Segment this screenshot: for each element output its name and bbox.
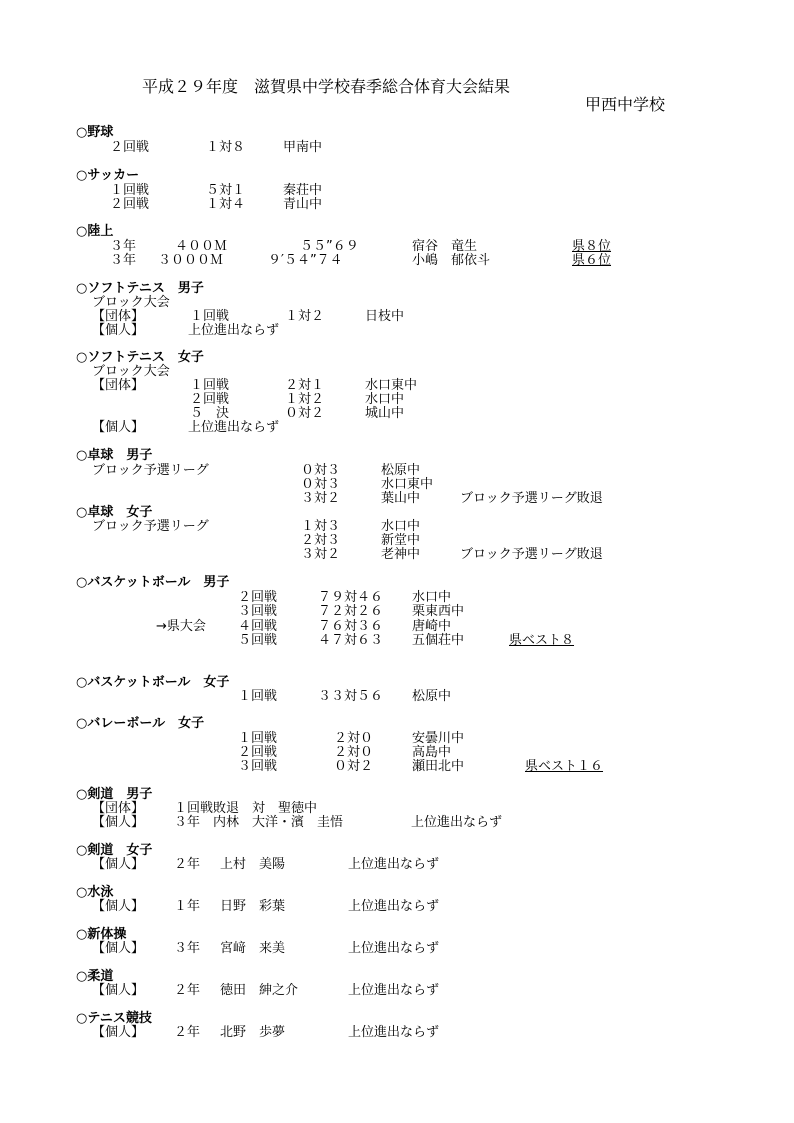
grade: ２年: [174, 857, 201, 872]
round: ４回戦: [238, 619, 278, 634]
grade: １年: [174, 899, 201, 914]
opponent: 新堂中: [381, 533, 421, 548]
section-heading-kendo-girls: ○剣道 女子: [76, 843, 153, 858]
league-label: ブロック予選リーグ: [92, 519, 209, 534]
team-label: 【団体】: [92, 309, 145, 324]
section-heading-swimming: ○水泳: [76, 885, 114, 900]
page-title: 平成２９年度 滋賀県中学校春季総合体育大会結果: [142, 77, 511, 96]
individual-result: 上位進出ならず: [411, 815, 503, 830]
section-heading-judo: ○柔道: [76, 969, 114, 984]
round: １回戦: [190, 378, 230, 393]
opponent: 高島中: [412, 745, 452, 760]
team-label: 【団体】: [92, 801, 145, 816]
round: ２回戦: [110, 140, 150, 155]
score: １対８: [206, 140, 246, 155]
block-label: ブロック大会: [92, 364, 170, 379]
prefecture-tournament-label: →県大会: [156, 619, 206, 634]
section-heading-table-tennis-girls: ○卓球 女子: [76, 505, 153, 520]
section-heading-basketball-girls: ○バスケットボール 女子: [76, 675, 230, 690]
opponent: 甲南中: [283, 140, 323, 155]
result: 県８位: [572, 239, 612, 254]
round: ２回戦: [110, 197, 150, 212]
round: ２回戦: [190, 392, 230, 407]
score: ２対１: [285, 378, 325, 393]
score: ５対１: [206, 183, 246, 198]
opponent: 秦荘中: [283, 183, 323, 198]
athlete-name: 日野 彩葉: [220, 899, 286, 914]
round: １回戦: [238, 731, 278, 746]
grade: ３年: [110, 239, 137, 254]
athlete-name: 北野 歩夢: [220, 1025, 286, 1040]
result: 県ベスト８: [509, 633, 575, 648]
block-label: ブロック大会: [92, 295, 170, 310]
round: ５ 決: [190, 406, 230, 421]
section-heading-basketball-boys: ○バスケットボール 男子: [76, 575, 230, 590]
individual-result: 上位進出ならず: [348, 899, 440, 914]
score: １対２: [285, 309, 325, 324]
event: ４００Ｍ: [175, 239, 228, 254]
round: ２回戦: [238, 590, 278, 605]
opponent: 安曇川中: [412, 731, 465, 746]
score: ７９対４６: [318, 590, 384, 605]
section-heading-tennis: ○テニス競技: [76, 1011, 152, 1026]
time: ９′５４”７４: [268, 253, 343, 268]
opponent: 栗東西中: [412, 604, 465, 619]
score: ３対２: [301, 547, 341, 562]
individual-label: 【個人】: [92, 899, 145, 914]
round: ２回戦: [238, 745, 278, 760]
score: ０対２: [285, 406, 325, 421]
score: ０対２: [334, 759, 374, 774]
round: ３回戦: [238, 604, 278, 619]
opponent: 五個荘中: [412, 633, 465, 648]
athlete-name: 宮﨑 来美: [220, 941, 286, 956]
round: １回戦: [190, 309, 230, 324]
score: ７６対３６: [318, 619, 384, 634]
individual-label: 【個人】: [92, 1025, 145, 1040]
opponent: 瀬田北中: [412, 759, 465, 774]
team-result: １回戦敗退 対 聖徳中: [174, 801, 318, 816]
opponent: 唐崎中: [412, 619, 452, 634]
individual-result: 上位進出ならず: [348, 983, 440, 998]
event: ３０００Ｍ: [158, 253, 224, 268]
individual-result: 上位進出ならず: [348, 857, 440, 872]
opponent: 城山中: [365, 406, 405, 421]
league-label: ブロック予選リーグ: [92, 463, 209, 478]
score: ２対０: [334, 745, 374, 760]
section-heading-rhythmic-gymnastics: ○新体操: [76, 927, 127, 942]
section-heading-volleyball-girls: ○バレーボール 女子: [76, 716, 205, 731]
time: ５５”６９: [300, 239, 359, 254]
score: ４７対６３: [318, 633, 384, 648]
individual-label: 【個人】: [92, 420, 145, 435]
opponent: 葉山中: [381, 491, 421, 506]
individual-label: 【個人】: [92, 815, 145, 830]
individual-label: 【個人】: [92, 983, 145, 998]
individual-names: ３年 内林 大洋・濱 圭悟: [174, 815, 344, 830]
athlete-name: 小嶋 郁依斗: [412, 253, 491, 268]
score: １対３: [301, 519, 341, 534]
school-name: 甲西中学校: [585, 95, 666, 114]
grade: ２年: [174, 1025, 201, 1040]
individual-label: 【個人】: [92, 857, 145, 872]
score: ３対２: [301, 491, 341, 506]
league-result: ブロック予選リーグ敗退: [460, 491, 603, 506]
grade: ３年: [174, 941, 201, 956]
opponent: 青山中: [283, 197, 323, 212]
score: ３３対５６: [318, 689, 384, 704]
round: １回戦: [238, 689, 278, 704]
opponent: 水口東中: [365, 378, 418, 393]
score: １対２: [285, 392, 325, 407]
section-heading-table-tennis-boys: ○卓球 男子: [76, 448, 153, 463]
individual-result: 上位進出ならず: [188, 323, 280, 338]
section-heading-kendo-boys: ○剣道 男子: [76, 787, 153, 802]
section-heading-soccer: ○サッカー: [76, 168, 140, 183]
opponent: 松原中: [381, 463, 421, 478]
score: ２対３: [301, 533, 341, 548]
result: 県ベスト１６: [525, 759, 604, 774]
score: １対４: [206, 197, 246, 212]
opponent: 水口中: [381, 519, 421, 534]
individual-label: 【個人】: [92, 941, 145, 956]
score: ２対０: [334, 731, 374, 746]
opponent: 水口中: [365, 392, 405, 407]
grade: ２年: [174, 983, 201, 998]
grade: ３年: [110, 253, 137, 268]
athlete-name: 徳田 紳之介: [220, 983, 299, 998]
round: １回戦: [110, 183, 150, 198]
individual-label: 【個人】: [92, 323, 145, 338]
league-result: ブロック予選リーグ敗退: [460, 547, 603, 562]
opponent: 老神中: [381, 547, 421, 562]
score: ０対３: [301, 477, 341, 492]
individual-result: 上位進出ならず: [188, 420, 280, 435]
athlete-name: 上村 美陽: [220, 857, 286, 872]
opponent: 松原中: [412, 689, 452, 704]
individual-result: 上位進出ならず: [348, 941, 440, 956]
section-heading-baseball: ○野球: [76, 125, 114, 140]
section-heading-soft-tennis-girls: ○ソフトテニス 女子: [76, 350, 204, 365]
section-heading-athletics: ○陸上: [76, 224, 114, 239]
section-heading-soft-tennis-boys: ○ソフトテニス 男子: [76, 281, 204, 296]
opponent: 水口中: [412, 590, 452, 605]
opponent: 水口東中: [381, 477, 434, 492]
round: ３回戦: [238, 759, 278, 774]
athlete-name: 宿谷 竜生: [412, 239, 478, 254]
opponent: 日枝中: [365, 309, 405, 324]
individual-result: 上位進出ならず: [348, 1025, 440, 1040]
score: ７２対２６: [318, 604, 384, 619]
result: 県６位: [572, 253, 612, 268]
score: ０対３: [301, 463, 341, 478]
round: ５回戦: [238, 633, 278, 648]
team-label: 【団体】: [92, 378, 145, 393]
